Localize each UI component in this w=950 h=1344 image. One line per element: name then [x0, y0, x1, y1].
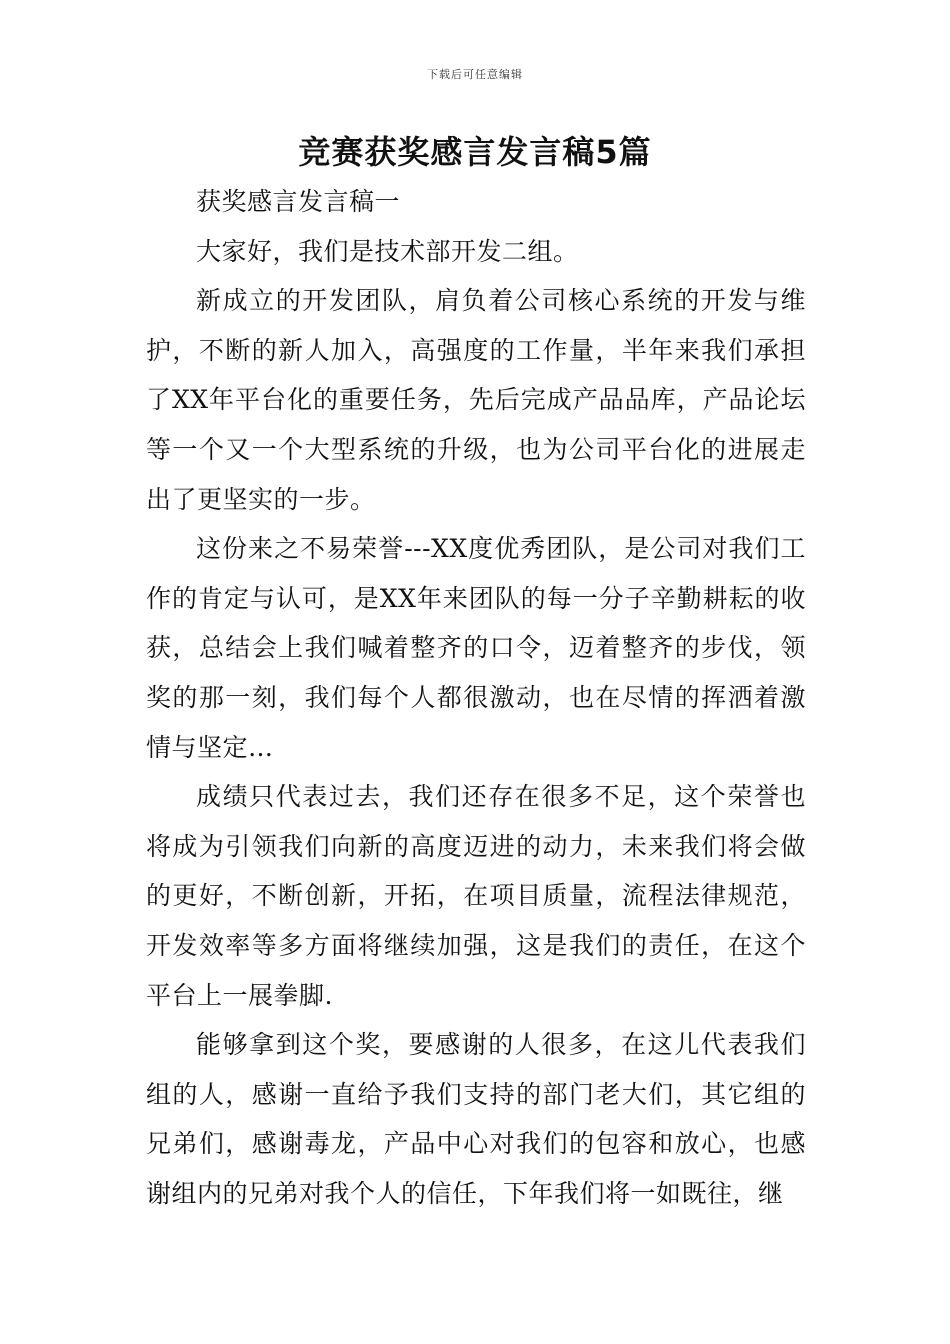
body-paragraph: 新成立的开发团队，肩负着公司核心系统的开发与维护，不断的新人加入，高强度的工作量，半年来我们承担了XX年平台化的重要任务，先后完成产品品库，产品论坛等一个又一个大型系统的升级，也为公司平台化的进展走出了更坚实的一步。 [146, 286, 806, 514]
document-body [146, 177, 806, 1218]
header-note: 下载后可任意编辑 [427, 68, 523, 81]
body-paragraph: 这份来之不易荣誉---XX度优秀团队，是公司对我们工作的肯定与认可，是XX年来团队的每一分子辛勤耕耘的收获，总结会上我们喊着整齐的口令，迈着整齐的步伐，领奖的那一刻，我们每个人都很激动，也在尽情的挥洒着激情与坚定… [146, 534, 806, 762]
greeting-paragraph: 大家好，我们是技术部开发二组。 [196, 236, 579, 266]
body-paragraph: 成绩只代表过去，我们还存在很多不足，这个荣誉也将成为引领我们向新的高度迈进的动力，未来我们将会做的更好，不断创新，开拓，在项目质量，流程法律规范，开发效率等多方面将继续加强，这是我们的责任，在这个平台上一展拳脚. [146, 782, 806, 1010]
section-heading: 获奖感言发言稿一 [196, 187, 401, 216]
document-title: 竞赛获奖感言发言稿5篇 [298, 133, 652, 171]
body-paragraph: 能够拿到这个奖，要感谢的人很多，在这儿代表我们组的人，感谢一直给予我们支持的部门老大们，其它组的兄弟们，感谢毒龙，产品中心对我们的包容和放心，也感谢组内的兄弟对我个人的信任，下年我们将一如既往，继 [146, 1030, 806, 1208]
